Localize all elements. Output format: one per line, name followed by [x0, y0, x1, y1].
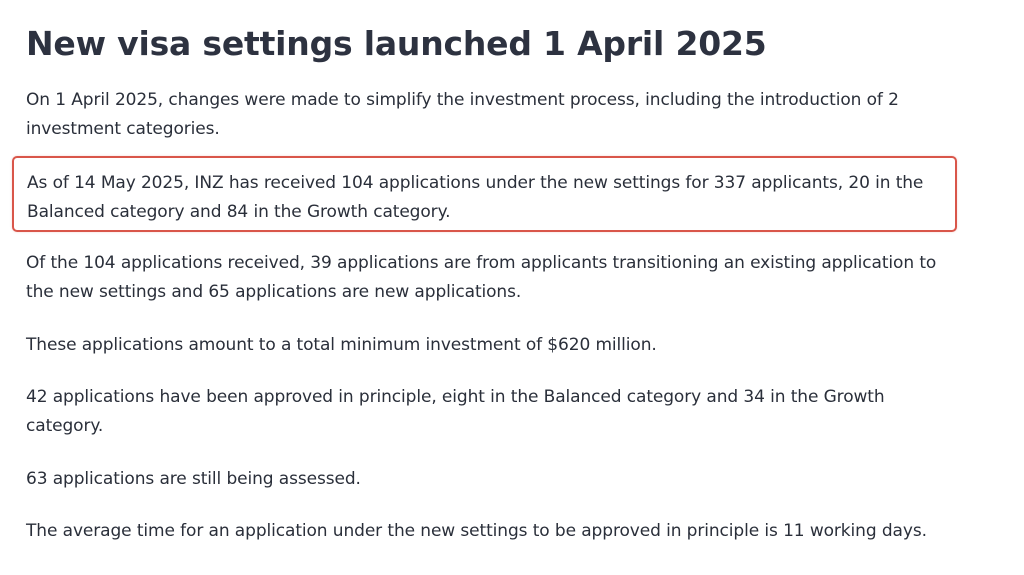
intro-paragraph: On 1 April 2025, changes were made to simplify the investment process, including the introduction of 2 investment categories. [26, 90, 899, 139]
investment-paragraph: These applications amount to a total minimum investment of $620 million. [26, 335, 657, 355]
assessing-paragraph: 63 applications are still being assessed. [26, 469, 361, 489]
breakdown-paragraph: Of the 104 applications received, 39 applications are from applicants transitioning an existing application to the new settings and 65 applications are new applications. [26, 253, 937, 302]
highlighted-paragraph: As of 14 May 2025, INZ has received 104 applications under the new settings for 337 applicants, 20 in the Balanced category and 84 in the Growth category. [27, 173, 924, 222]
average-time-paragraph: The average time for an application under the new settings to be approved in principle is 11 working days. [26, 521, 927, 541]
highlighted-callout [12, 156, 957, 232]
approved-paragraph: 42 applications have been approved in principle, eight in the Balanced category and 34 in the Growth category. [26, 387, 885, 436]
page-title: New visa settings launched 1 April 2025 [26, 24, 767, 63]
